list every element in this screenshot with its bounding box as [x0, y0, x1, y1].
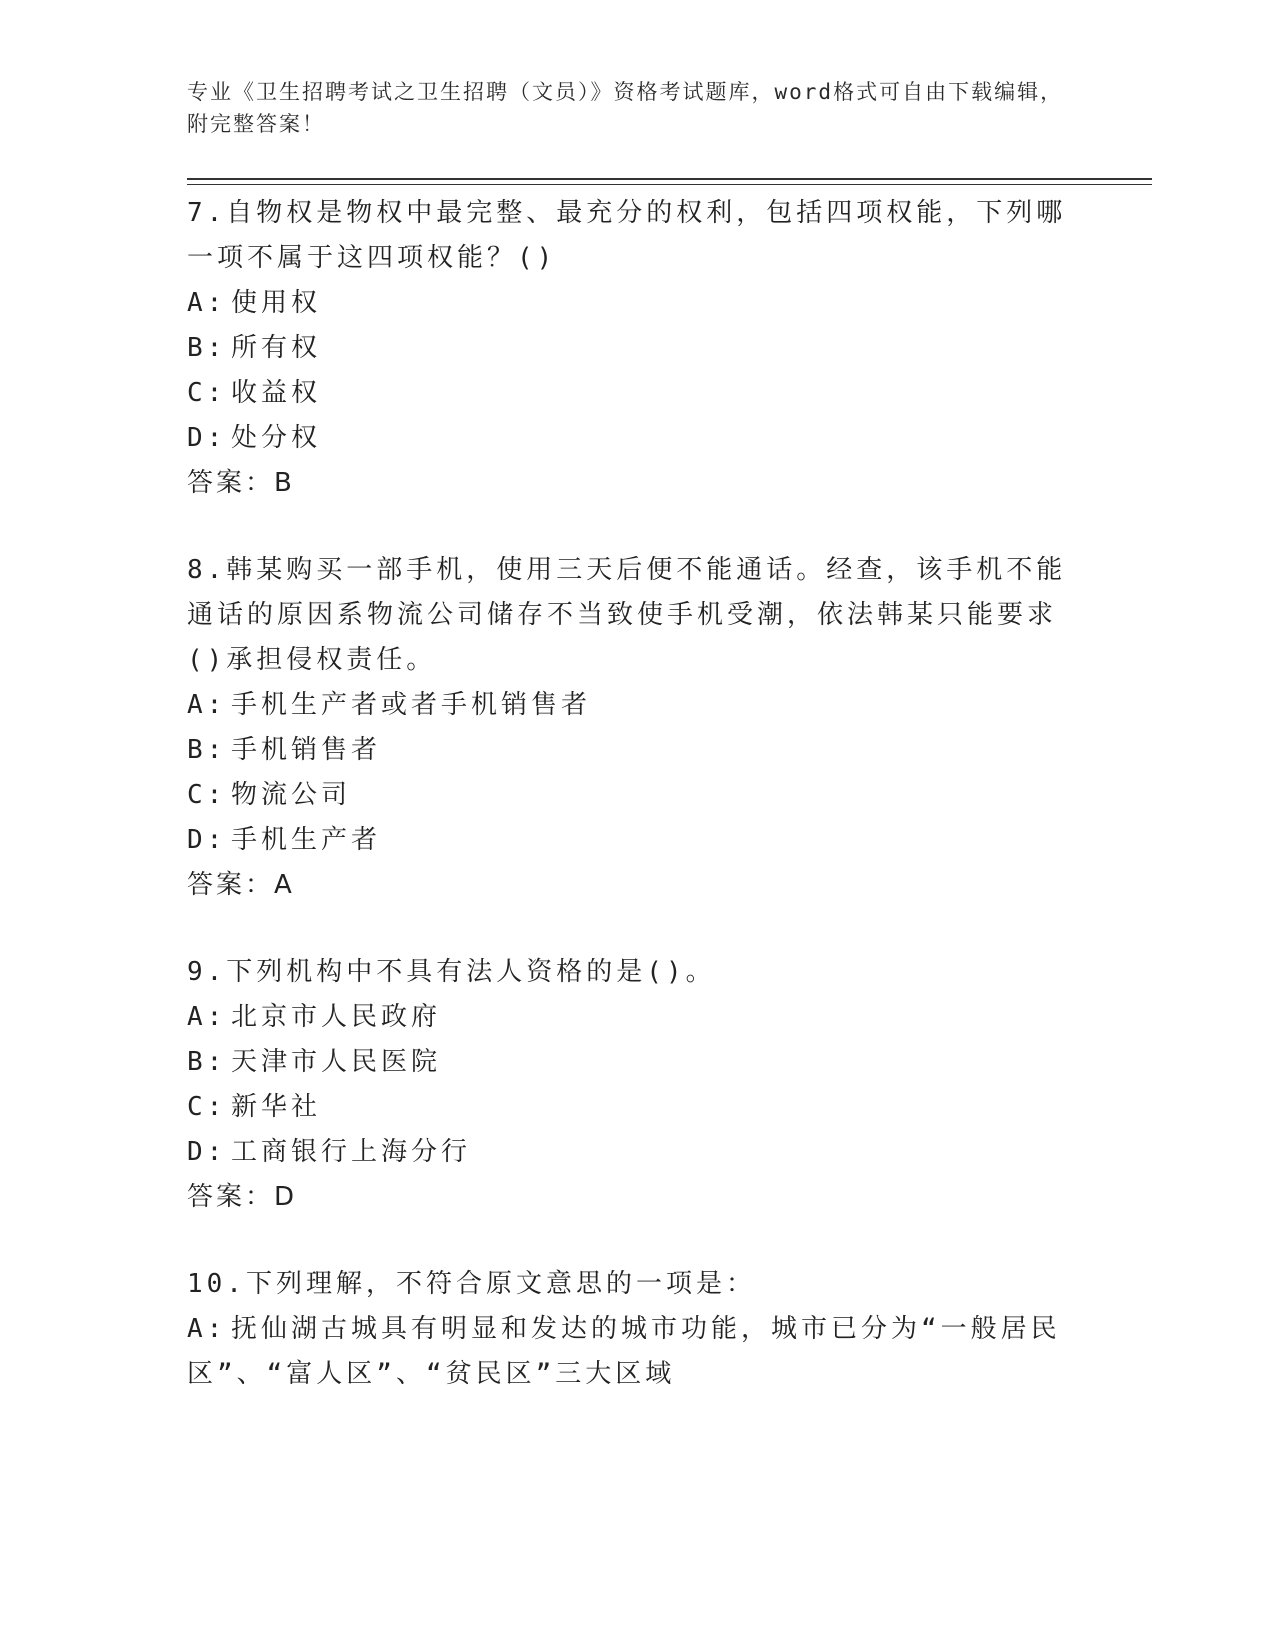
option-b — [187, 326, 1087, 371]
option-key: A: — [187, 1002, 227, 1032]
option-text: 手机生产者或者手机销售者 — [231, 690, 592, 720]
question-stem: 9.下列机构中不具有法人资格的是()。 — [187, 957, 716, 987]
option-key: B: — [187, 333, 227, 363]
option-a — [187, 281, 1087, 326]
question-stem: 10.下列理解，不符合原文意思的一项是： — [187, 1269, 756, 1299]
option-b — [187, 1040, 1087, 1085]
option-key: A: — [187, 1314, 227, 1344]
option-a — [187, 995, 1087, 1040]
question-7 — [187, 191, 1087, 506]
option-d — [187, 416, 1087, 461]
spacer — [187, 506, 1087, 548]
option-a — [187, 683, 1087, 728]
question-10 — [187, 1262, 1087, 1397]
option-text: 物流公司 — [231, 780, 352, 810]
answer-line: 答案：B — [187, 468, 295, 498]
option-text: 北京市人民政府 — [231, 1002, 442, 1032]
option-key: D: — [187, 825, 227, 855]
question-8 — [187, 548, 1087, 908]
option-text: 处分权 — [231, 423, 322, 453]
option-key: A: — [187, 288, 227, 318]
option-key: C: — [187, 780, 227, 810]
question-list — [187, 191, 1087, 1397]
option-c — [187, 371, 1087, 416]
question-stem: 8.韩某购买一部手机，使用三天后便不能通话。经查，该手机不能通话的原因系物流公司储存不当致使手机受潮，依法韩某只能要求()承担侵权责任。 — [187, 555, 1067, 675]
option-c — [187, 773, 1087, 818]
option-text: 新华社 — [231, 1092, 322, 1122]
option-key: D: — [187, 1137, 227, 1167]
option-text: 天津市人民医院 — [231, 1047, 442, 1077]
question-stem: 7.自物权是物权中最完整、最充分的权利，包括四项权能，下列哪一项不属于这四项权能？() — [187, 198, 1067, 273]
option-text: 手机生产者 — [231, 825, 382, 855]
option-text: 抚仙湖古城具有明显和发达的城市功能，城市已分为“一般居民区”、“富人区”、“贫民区”三大区域 — [187, 1314, 1061, 1389]
spacer — [187, 1220, 1087, 1262]
option-b — [187, 728, 1087, 773]
option-key: C: — [187, 378, 227, 408]
option-text: 工商银行上海分行 — [231, 1137, 472, 1167]
answer-line: 答案：A — [187, 870, 295, 900]
header-rule-thick — [187, 178, 1152, 180]
option-key: C: — [187, 1092, 227, 1122]
option-key: B: — [187, 735, 227, 765]
question-9 — [187, 950, 1087, 1220]
option-key: D: — [187, 423, 227, 453]
option-d — [187, 1130, 1087, 1175]
option-text: 所有权 — [231, 333, 322, 363]
document-header: 专业《卫生招聘考试之卫生招聘（文员）》资格考试题库，word格式可自由下载编辑，附完整答案！ — [187, 80, 1064, 136]
option-c — [187, 1085, 1087, 1130]
spacer — [187, 908, 1087, 950]
option-text: 使用权 — [231, 288, 322, 318]
answer-line: 答案：D — [187, 1182, 298, 1212]
option-text: 手机销售者 — [231, 735, 382, 765]
option-key: B: — [187, 1047, 227, 1077]
option-key: A: — [187, 690, 227, 720]
option-text: 收益权 — [231, 378, 322, 408]
header-rule-thin — [187, 184, 1152, 185]
option-a — [187, 1307, 1087, 1397]
option-d — [187, 818, 1087, 863]
